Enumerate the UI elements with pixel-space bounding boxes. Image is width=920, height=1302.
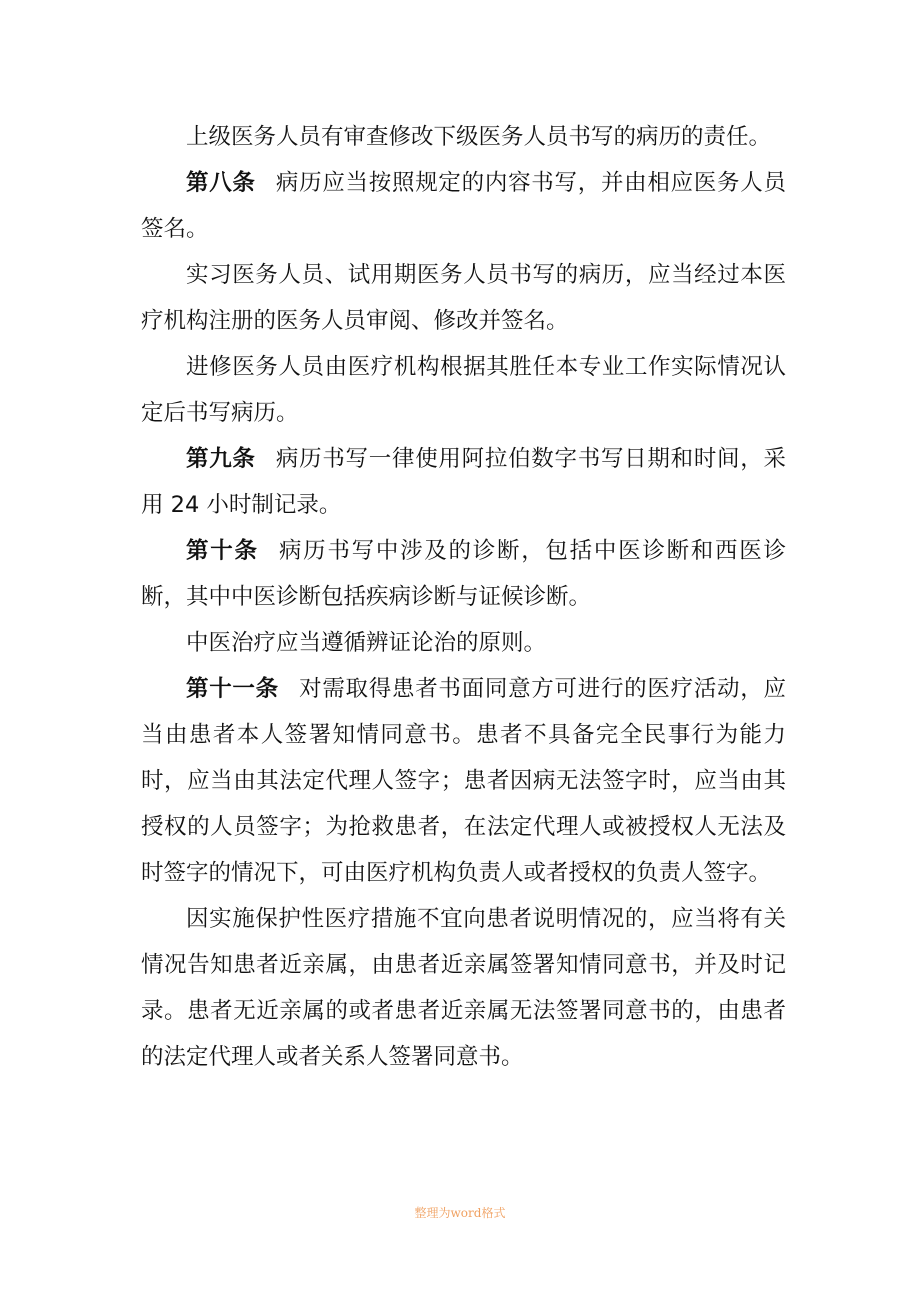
page-footer: 整理为word格式 bbox=[414, 1206, 506, 1220]
paragraph-text: 进修医务人员由医疗机构根据其胜任本专业工作实际情况认定后书写病历。 bbox=[141, 354, 786, 426]
article-paragraph bbox=[141, 528, 786, 620]
article-heading: 第八条 bbox=[186, 170, 256, 196]
article-paragraph bbox=[141, 160, 786, 252]
article-paragraph bbox=[141, 666, 786, 896]
paragraph-text: 对需取得患者书面同意方可进行的医疗活动，应当由患者本人签署知情同意书。患者不具备完全民事行为能力时，应当由其法定代理人签字；患者因病无法签字时，应当由其授权的人员签字；为抢救患者，在法定代理人或被授权人无法及时签字的情况下，可由医疗机构负责人或者授权的负责人签字。 bbox=[141, 676, 786, 886]
article-heading: 第十一条 bbox=[186, 676, 279, 702]
paragraph bbox=[141, 344, 786, 436]
article-paragraph bbox=[141, 436, 786, 528]
paragraph-text: 病历应当按照规定的内容书写，并由相应医务人员签名。 bbox=[141, 170, 786, 242]
paragraph-text: 上级医务人员有审查修改下级医务人员书写的病历的责任。 bbox=[186, 124, 772, 150]
document-body bbox=[141, 114, 786, 1080]
paragraph-text: 病历书写中涉及的诊断，包括中医诊断和西医诊断，其中中医诊断包括疾病诊断与证候诊断。 bbox=[141, 538, 786, 610]
paragraph bbox=[141, 620, 786, 666]
paragraph-text: 中医治疗应当遵循辨证论治的原则。 bbox=[186, 630, 547, 656]
paragraph-text: 实习医务人员、试用期医务人员书写的病历，应当经过本医疗机构注册的医务人员审阅、修改并签名。 bbox=[141, 262, 786, 334]
paragraph bbox=[141, 896, 786, 1080]
article-heading: 第十条 bbox=[186, 538, 259, 564]
paragraph bbox=[141, 114, 786, 160]
paragraph-text: 病历书写一律使用阿拉伯数字书写日期和时间，采用 24 小时制记录。 bbox=[141, 446, 786, 518]
paragraph bbox=[141, 252, 786, 344]
article-heading: 第九条 bbox=[186, 446, 256, 472]
paragraph-text: 因实施保护性医疗措施不宜向患者说明情况的，应当将有关情况告知患者近亲属，由患者近亲属签署知情同意书，并及时记录。患者无近亲属的或者患者近亲属无法签署同意书的，由患者的法定代理人或者关系人签署同意书。 bbox=[141, 906, 786, 1070]
